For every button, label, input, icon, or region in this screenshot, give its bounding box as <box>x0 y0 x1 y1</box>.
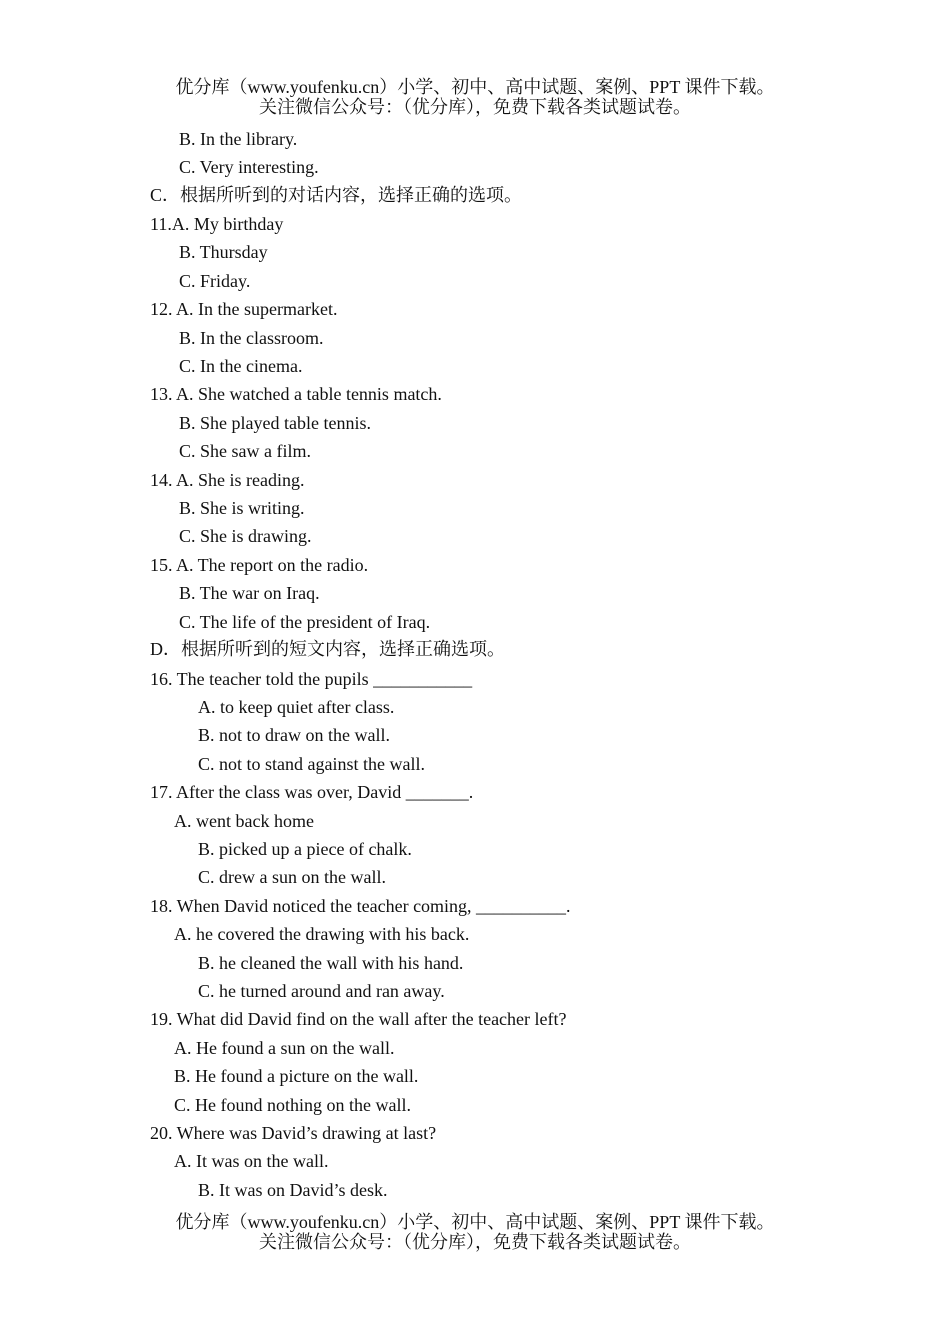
prev-option-b: B. In the library. <box>179 129 298 149</box>
q16-option-a: A. to keep quiet after class. <box>198 697 395 717</box>
q18-option-b: B. he cleaned the wall with his hand. <box>198 953 464 973</box>
header-line-2: 关注微信公众号：（优分库），免费下载各类试题试卷。 <box>259 97 691 117</box>
q19-option-b: B. He found a picture on the wall. <box>174 1066 419 1086</box>
q13-option-a: 13. A. She watched a table tennis match. <box>150 384 442 404</box>
q20-stem: 20. Where was David’s drawing at last? <box>150 1123 437 1143</box>
q20-option-b: B. It was on David’s desk. <box>198 1180 388 1200</box>
q13-option-c: C. She saw a film. <box>179 441 311 461</box>
q19-option-c: C. He found nothing on the wall. <box>174 1095 411 1115</box>
footer-line-2: 关注微信公众号：（优分库），免费下载各类试题试卷。 <box>259 1232 691 1252</box>
q19-stem: 19. What did David find on the wall after the teacher left? <box>150 1009 567 1029</box>
q12-option-b: B. In the classroom. <box>179 328 324 348</box>
section-c-heading: C．根据所听到的对话内容，选择正确的选项。 <box>150 185 523 205</box>
q15-option-c: C. The life of the president of Iraq. <box>179 612 431 632</box>
page-header <box>0 77 950 117</box>
q14-option-c: C. She is drawing. <box>179 526 312 546</box>
q16-stem: 16. The teacher told the pupils ___________ <box>150 669 473 689</box>
q11-option-a: 11.A. My birthday <box>150 214 284 234</box>
q17-option-a: A. went back home <box>174 811 314 831</box>
section-d-heading: D．根据所听到的短文内容，选择正确选项。 <box>150 639 505 659</box>
q16-option-b: B. not to draw on the wall. <box>198 725 390 745</box>
header-line-1: 优分库（www.youfenku.cn）小学、初中、高中试题、案例、PPT 课件下载。 <box>175 77 775 97</box>
footer-line-1: 优分库（www.youfenku.cn）小学、初中、高中试题、案例、PPT 课件下载。 <box>175 1212 775 1232</box>
page-footer <box>0 1212 950 1252</box>
q17-option-b: B. picked up a piece of chalk. <box>198 839 412 859</box>
q18-option-a: A. he covered the drawing with his back. <box>174 924 470 944</box>
q13-option-b: B. She played table tennis. <box>179 413 371 433</box>
q18-option-c: C. he turned around and ran away. <box>198 981 445 1001</box>
prev-option-c: C. Very interesting. <box>179 157 319 177</box>
q11-option-c: C. Friday. <box>179 271 251 291</box>
q15-option-a: 15. A. The report on the radio. <box>150 555 369 575</box>
q11-option-b: B. Thursday <box>179 242 268 262</box>
q19-option-a: A. He found a sun on the wall. <box>174 1038 395 1058</box>
q12-option-a: 12. A. In the supermarket. <box>150 299 338 319</box>
q17-stem: 17. After the class was over, David _______. <box>150 782 474 802</box>
q15-option-b: B. The war on Iraq. <box>179 583 320 603</box>
q14-option-b: B. She is writing. <box>179 498 305 518</box>
q17-option-c: C. drew a sun on the wall. <box>198 867 386 887</box>
q14-option-a: 14. A. She is reading. <box>150 470 305 490</box>
q20-option-a: A. It was on the wall. <box>174 1151 329 1171</box>
q12-option-c: C. In the cinema. <box>179 356 303 376</box>
q16-option-c: C. not to stand against the wall. <box>198 754 425 774</box>
q18-stem: 18. When David noticed the teacher coming, __________. <box>150 896 571 916</box>
